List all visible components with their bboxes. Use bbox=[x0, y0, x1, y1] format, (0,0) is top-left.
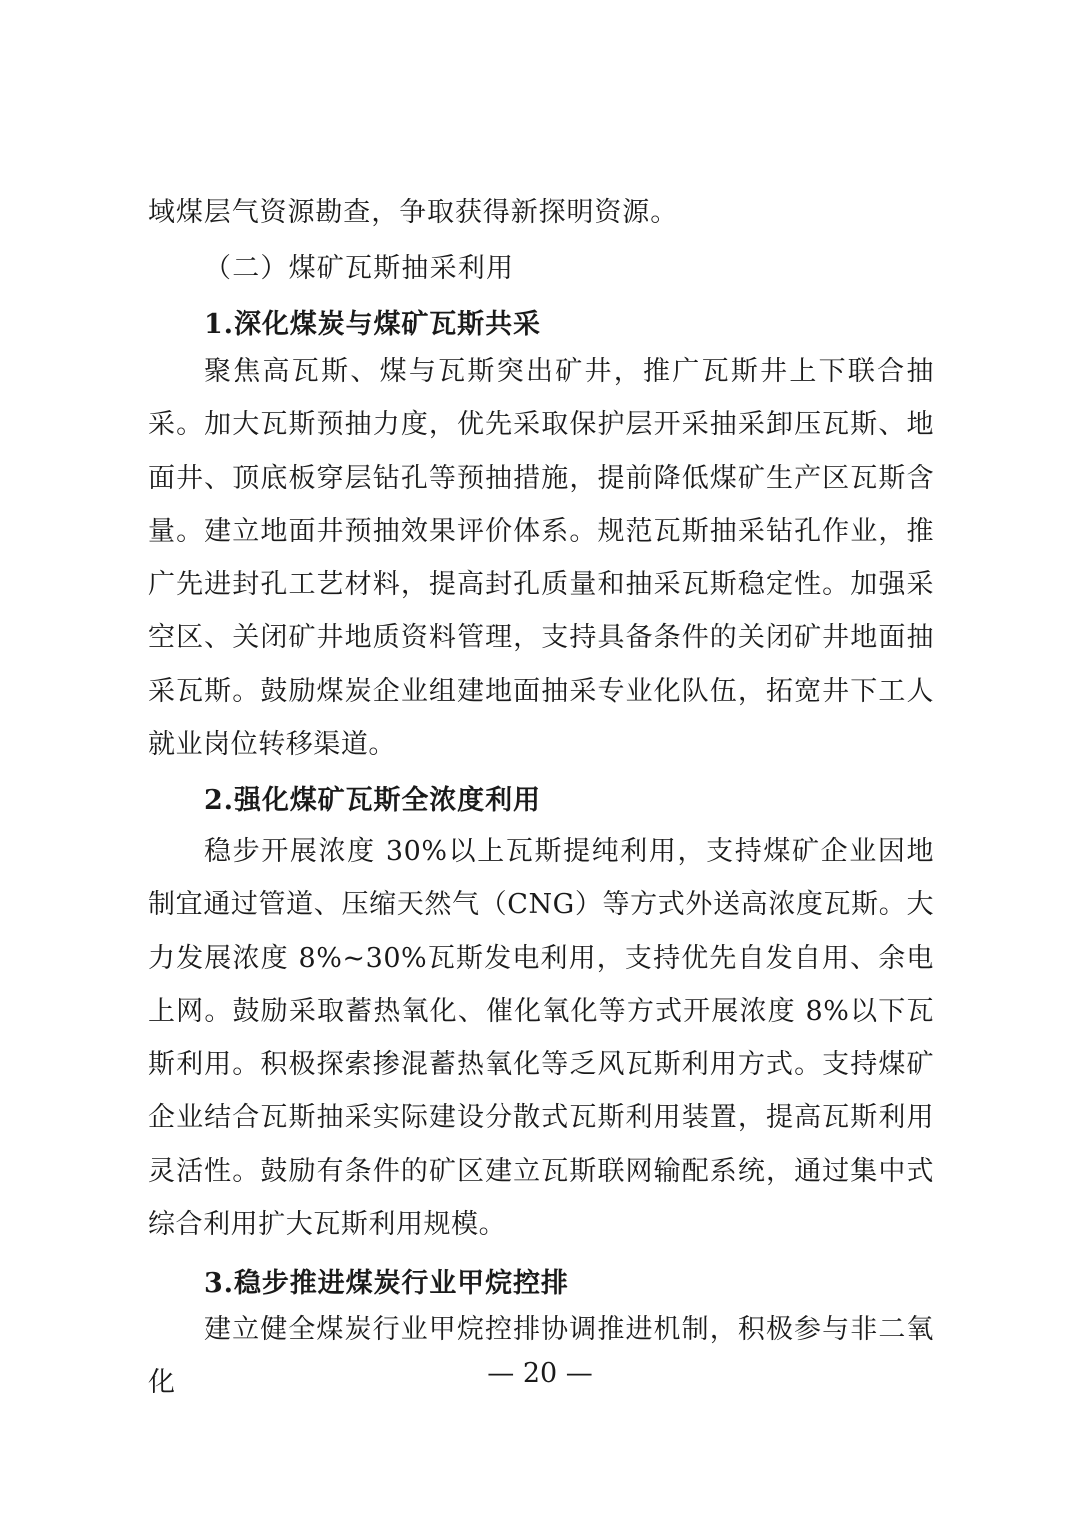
subsection-1-body: 聚焦高瓦斯、煤与瓦斯突出矿井，推广瓦斯井上下联合抽采。加大瓦斯预抽力度，优先采取保护层开采抽采卸压瓦斯、地面井、顶底板穿层钻孔等预抽措施，提前降低煤矿生产区瓦斯含量。建立地面井预抽效果评价体系。规范瓦斯抽采钻孔作业，推广先进封孔工艺材料，提高封孔质量和抽采瓦斯稳定性。加强采空区、关闭矿井地质资料管理，支持具备条件的关闭矿井地面抽采瓦斯。鼓励煤炭企业组建地面抽采专业化队伍，拓宽井下工人就业岗位转移渠道。 bbox=[148, 356, 934, 761]
subsection-1-title: 1.深化煤炭与煤矿瓦斯共采 bbox=[204, 309, 541, 340]
continued-paragraph-line: 域煤层气资源勘查，争取获得新探明资源。 bbox=[148, 197, 679, 228]
subsection-3-body: 建立健全煤炭行业甲烷控排协调推进机制，积极参与非二氧化 bbox=[148, 1314, 934, 1399]
page-number: — 20 — bbox=[487, 1358, 593, 1389]
subsection-2-title: 2.强化煤矿瓦斯全浓度利用 bbox=[204, 785, 541, 816]
subsection-3-title: 3.稳步推进煤炭行业甲烷控排 bbox=[204, 1268, 569, 1299]
section-heading: （二）煤矿瓦斯抽采利用 bbox=[204, 253, 515, 284]
subsection-2-body: 稳步开展浓度 30%以上瓦斯提纯利用，支持煤矿企业因地制宜通过管道、压缩天然气（CNG）等方式外送高浓度瓦斯。大力发展浓度 8%~30%瓦斯发电利用，支持优先自发自用、余电上网。鼓励采取蓄热氧化、催化氧化等方式开展浓度 8%以下瓦斯利用。积极探索掺混蓄热氧化等乏风瓦斯利用方式。支持煤矿企业结合瓦斯抽采实际建设分散式瓦斯利用装置，提高瓦斯利用灵活性。鼓励有条件的矿区建立瓦斯联网输配系统，通过集中式综合利用扩大瓦斯利用规模。 bbox=[148, 836, 934, 1241]
